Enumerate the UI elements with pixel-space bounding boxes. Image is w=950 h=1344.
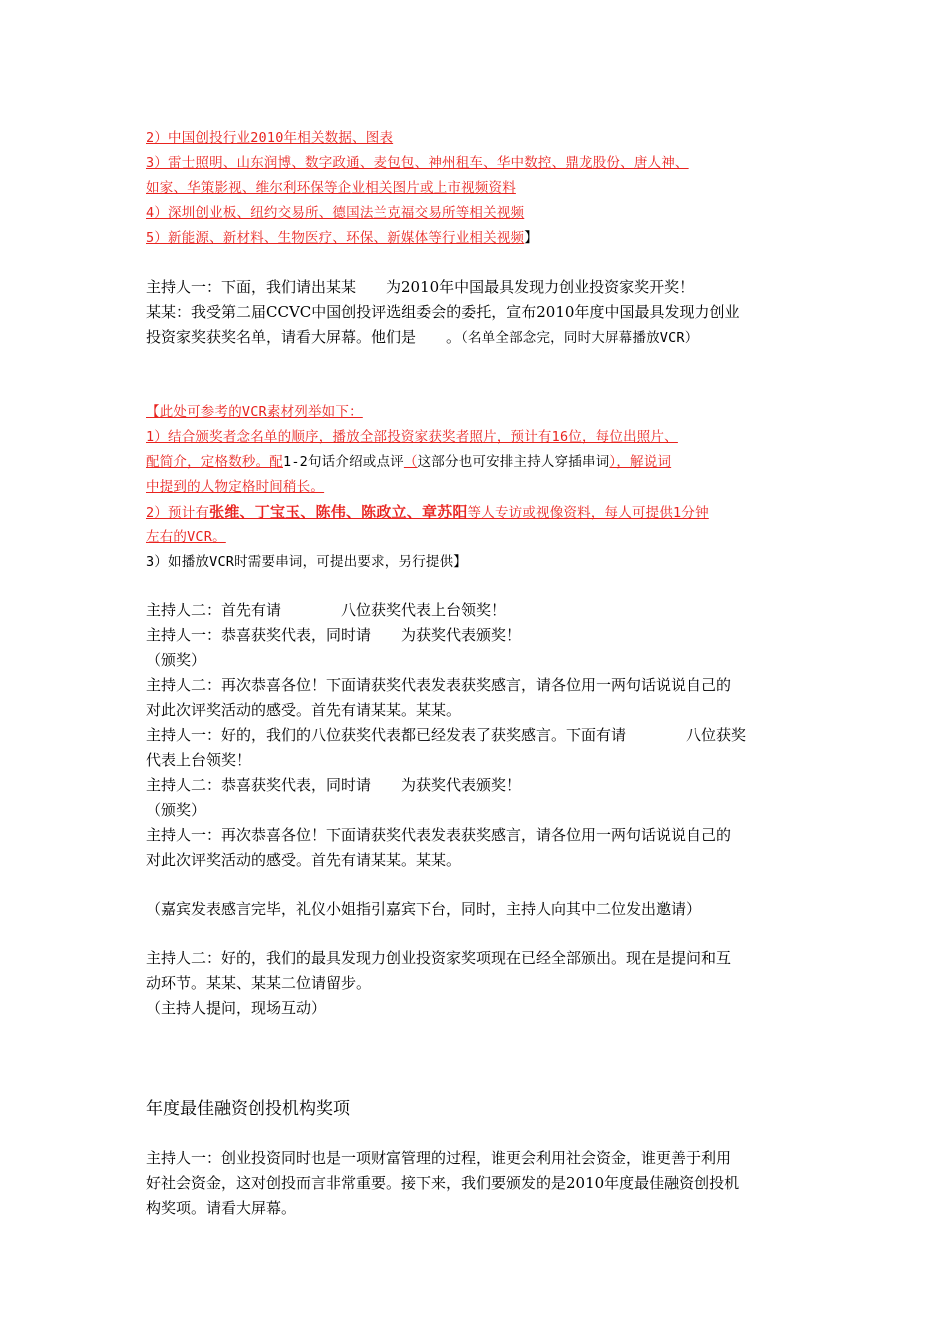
vcr2-item-1-line3: 中提到的人物定格时间稍长。	[146, 479, 325, 495]
vcr-item-3-line2: 如家、华策影视、维尔利环保等企业相关图片或上市视频资料	[146, 180, 516, 196]
vcr2-item-1-line2: 配简介，定格数秒。配1-2句话介绍或点评（这部分也可安排主持人穿插串词），解说词	[146, 454, 672, 470]
host1-intro: 主持人一：下面，我们请出某某 为2010年中国最具发现力创业投资家奖开奖！	[146, 278, 695, 296]
closing-line: 动环节。某某、某某二位请留步。	[146, 974, 372, 992]
vcr-item-3-line1: 3）雷士照明、山东润博、数字政通、麦包包、神州租车、华中数控、鼎龙股份、唐人神、	[146, 155, 689, 171]
section-heading: 年度最佳融资创投机构奖项	[146, 1099, 350, 1119]
vcr-item-2: 2）中国创投行业2010年相关数据、图表	[146, 130, 394, 146]
dialogue-line: 主持人一：再次恭喜各位！下面请获奖代表发表获奖感言，请各位用一两句话说说自己的	[146, 826, 732, 844]
closing-line: （主持人提问，现场互动）	[146, 999, 327, 1017]
announcer-line2: 投资家奖获奖名单，请看大屏幕。他们是 。（名单全部念完，同时大屏幕播放VCR）	[146, 328, 699, 346]
dialogue-line: （颁奖）	[146, 651, 207, 669]
dialogue-line: 主持人二：再次恭喜各位！下面请获奖代表发表获奖感言，请各位用一两句话说说自己的	[146, 676, 732, 694]
closing-line: 主持人二：好的，我们的最具发现力创业投资家奖项现在已经全部颁出。现在是提问和互	[146, 949, 732, 967]
section-intro-line: 主持人一：创业投资同时也是一项财富管理的过程，谁更会利用社会资金，谁更善于利用	[146, 1149, 732, 1167]
dialogue-line: 主持人二：恭喜获奖代表，同时请 为获奖代表颁奖！	[146, 776, 522, 794]
dialogue-line: 主持人一：恭喜获奖代表，同时请 为获奖代表颁奖！	[146, 626, 522, 644]
vcr2-item-2-line2: 左右的VCR。	[146, 529, 226, 545]
vcr2-item-2-line1: 2）预计有张维、丁宝玉、陈伟、陈政立、章苏阳等人专访或视像资料，每人可提供1分钟	[146, 503, 709, 521]
dialogue-line: 主持人二：首先有请 八位获奖代表上台领奖！	[146, 601, 507, 619]
dialogue-line: 代表上台领奖！	[146, 751, 252, 769]
vcr-list-title: 【此处可参考的VCR素材列举如下：	[146, 404, 363, 420]
dialogue-line: 对此次评奖活动的感受。首先有请某某。某某。	[146, 851, 462, 869]
dialogue-line: （颁奖）	[146, 801, 207, 819]
dialogue-line: 主持人一：好的，我们的八位获奖代表都已经发表了获奖感言。下面有请 八位获奖	[146, 726, 747, 744]
stage-note: （嘉宾发表感言完毕，礼仪小姐指引嘉宾下台，同时，主持人向其中二位发出邀请）	[146, 900, 702, 918]
dialogue-line: 对此次评奖活动的感受。首先有请某某。某某。	[146, 701, 462, 719]
vcr2-item-3: 3）如播放VCR时需要串词，可提出要求，另行提供】	[146, 554, 468, 570]
section-intro-line: 好社会资金，这对创投而言非常重要。接下来，我们要颁发的是2010年度最佳融资创投机	[146, 1174, 740, 1192]
vcr2-item-1-line1: 1）结合颁奖者念名单的顺序，播放全部投资家获奖者照片，预计有16位，每位出照片、	[146, 429, 678, 445]
announcer-line1: 某某：我受第二届CCVC中国创投评选组委会的委托，宣布2010年度中国最具发现力创业	[146, 303, 740, 321]
vcr-item-4: 4）深圳创业板、纽约交易所、德国法兰克福交易所等相关视频	[146, 205, 525, 221]
section-intro-line: 构奖项。请看大屏幕。	[146, 1199, 297, 1217]
vcr-item-5: 5）新能源、新材料、生物医疗、环保、新媒体等行业相关视频】	[146, 230, 538, 246]
